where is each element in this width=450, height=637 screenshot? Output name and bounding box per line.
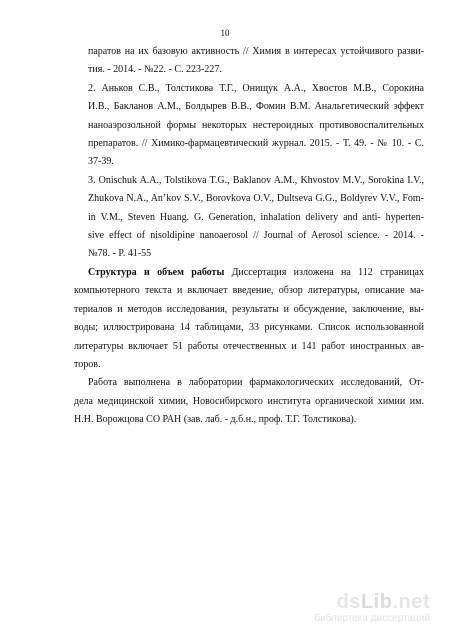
ref2-line-3: наноаэрозольной формы некоторых нестероидных противовоспалительных: [88, 119, 424, 131]
structure-line-1-rest: Диссертация изложена на 112 страницах: [224, 266, 424, 278]
structure-line-5: литературы включает 51 работы отечественных и 141 работ иностранных ав-: [74, 340, 424, 352]
lab-line-3: Н.Н. Ворожцова СО РАН (зав. лаб. - д.б.н., проф. Т.Г. Толстикова).: [74, 414, 357, 426]
ref2-line-2: И.В., Бакланов А.М., Болдырев В.В., Фомин В.М. Анальгетический эффект: [88, 101, 424, 113]
ref3-line-1: 3. Onischuk A.A., Tolstikova T.G., Baklanov A.M., Khvostov M.V., Sorokina I.V.,: [88, 174, 424, 186]
ref3-line-4: sive effect of nisoldipine nanoaerosol // Journal of Aerosol science. - 2014. -: [88, 230, 424, 242]
watermark-logo-net: .net: [392, 591, 430, 613]
page-content: [74, 43, 424, 430]
ref3-line-2: Zhukova N.A., An’kov S.V., Borovkova O.V., Dultseva G.G., Boldyrev V.V., Fom-: [88, 193, 424, 205]
structure-line-2: компьютерного текста и включает введение, обзор литературы, описание ма-: [74, 285, 424, 297]
structure-heading: Структура и объем работы: [88, 266, 225, 278]
structure-line-4: воды; иллюстрирована 14 таблицами, 33 рисунками. Список использованной: [74, 322, 424, 334]
ref3-line-3: in V.M., Steven Huang. G. Generation, inhalation delivery and anti- hyperten-: [88, 211, 424, 223]
ref2-line-5: 37-39.: [88, 156, 114, 168]
lab-line-2: дела медицинской химии, Новосибирского института органической химии им.: [74, 395, 424, 407]
structure-line-3: териалов и методов исследования, результаты и обсуждение, заключение, вы-: [74, 303, 424, 315]
ref1-line-1: паратов на их базовую активность // Химия в интересах устойчивого разви-: [88, 46, 424, 57]
ref2-line-4: препаратов. // Химико-фармацевтический журнал. 2015. - Т. 49. - № 10. - С.: [88, 138, 424, 150]
watermark-logo-ds: ds: [336, 591, 361, 613]
lab-line-1: Работа выполнена в лаборатории фармакологических исследований, От-: [88, 377, 424, 389]
watermark-logo: [314, 591, 430, 613]
ref2-line-1: 2. Аньков С.В., Толстикова Т.Г., Онищук А.А., Хвостов М.В., Сорокина: [88, 82, 424, 94]
structure-line-1: [74, 264, 424, 282]
watermark-logo-lib: Lib: [360, 591, 393, 613]
dslib-watermark: [314, 591, 430, 625]
watermark-subtitle: библиотека диссертаций: [314, 613, 430, 624]
page-number: 10: [220, 28, 230, 38]
ref3-line-5: №78. - P. 41-55: [88, 248, 152, 260]
structure-line-6: торов.: [74, 358, 101, 370]
ref1-line-2: тия. - 2014. - №22. - С. 223-227.: [88, 64, 222, 76]
